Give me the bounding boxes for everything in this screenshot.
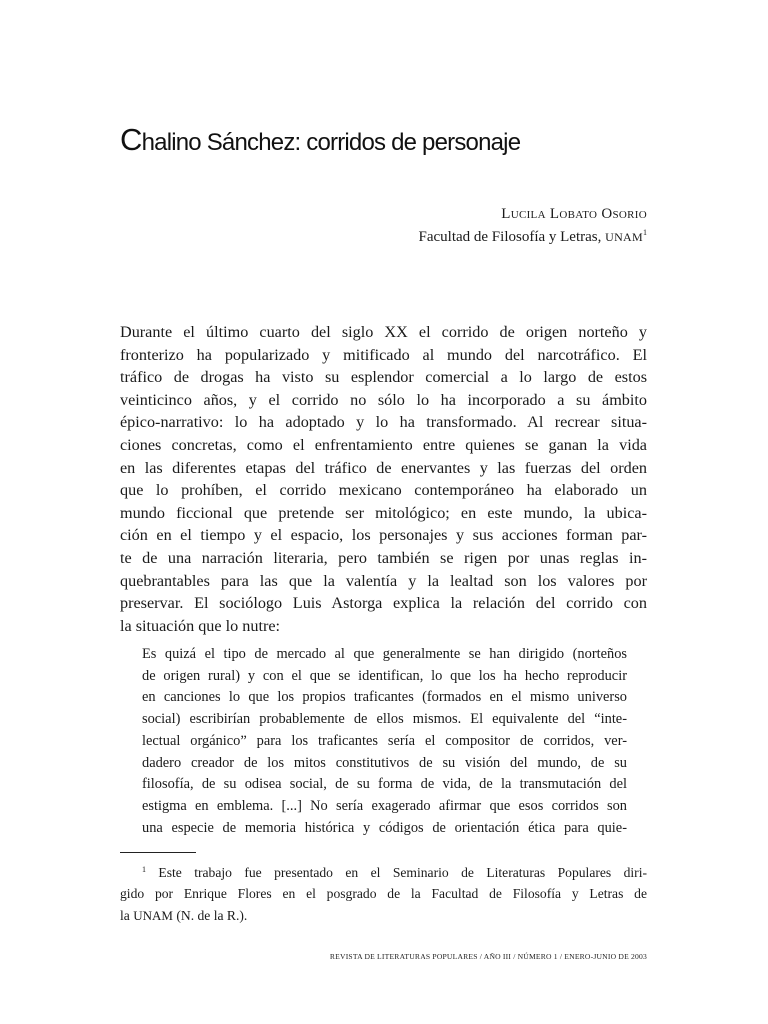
body-line: fronterizo ha popularizado y mitificado al mundo del narcotráfico. El: [120, 345, 647, 364]
quote-line: filosofía, de su odisea social, de su forma de vida, de la transmutación del: [142, 776, 627, 793]
body-line: te de una narración literaria, pero también se rigen por unas reglas in-: [120, 548, 647, 567]
footnote-marker: 1: [142, 865, 146, 874]
footnote-ref[interactable]: 1: [643, 228, 647, 237]
footnote-line: [120, 859, 647, 883]
body-line: en las diferentes etapas del tráfico de enervantes y las fuerzas del orden: [120, 458, 647, 477]
body-line: la situación que lo nutre:: [120, 616, 281, 635]
body-paragraph: [120, 321, 647, 637]
body-line: ciones concretas, como el enfrentamiento entre quienes se ganan la vida: [120, 435, 647, 454]
footnote-text-1: Este trabajo fue presentado en el Seminario de Literaturas Populares diri-: [158, 865, 647, 880]
body-line: ción en el tiempo y el espacio, los personajes y sus acciones forman par-: [120, 526, 647, 545]
quote-line: Es quizá el tipo de mercado al que generalmente se han dirigido (norteños: [142, 646, 627, 662]
affiliation-text: Facultad de Filosofía y Letras,: [418, 229, 606, 245]
footnote-line: gido por Enrique Flores en el posgrado de la Facultad de Filosofía y Letras de: [120, 886, 647, 902]
body-line: quebrantables para las que la valentía y la lealtad son los valores por: [120, 571, 647, 590]
quote-line: de origen rural) y con el que se identifican, lo que los ha hecho reproducir: [142, 667, 627, 684]
title-text: halino Sánchez: corridos de personaje: [141, 129, 521, 156]
quote-line: lectual orgánico” para los traficantes sería el compositor de corridos, ver-: [142, 732, 627, 749]
footnote-abbr: UNAM: [133, 907, 173, 923]
author-affiliation: [419, 228, 648, 246]
body-line: épico-narrativo: lo ha adoptado y lo ha transformado. Al recrear situa-: [120, 413, 647, 432]
quote-line: social) escribirían probablemente de ellos mismos. El equivalente del “inte-: [142, 711, 627, 728]
quote-line: dadero creador de los mitos constitutivos de su visión del mundo, de su: [142, 754, 627, 771]
footnote: [120, 859, 647, 926]
footnote-divider: [120, 852, 196, 853]
body-line: que lo prohíben, el corrido mexicano contemporáneo ha elaborado un: [120, 481, 647, 500]
article-title: [120, 122, 520, 158]
footnote-text-3b: (N. de la R.).: [172, 907, 248, 923]
body-line: tráfico de drogas ha visto su esplendor comercial a lo largo de estos: [120, 368, 647, 387]
quote-line: estigma en emblema. [...] No sería exagerado afirmar que esos corridos son: [142, 797, 627, 814]
author-name: Lucila Lobato Osorio: [501, 206, 647, 222]
quote-line: en canciones lo que los propios traficantes (formados en el mismo universo: [142, 689, 627, 706]
quote-line: una especie de memoria histórica y códigos de orientación ética para quie-: [142, 819, 627, 836]
running-footer: REVISTA DE LITERATURAS POPULARES / AÑO III / NÚMERO 1 / ENERO-JUNIO DE 2003: [329, 952, 647, 961]
body-line: Durante el último cuarto del siglo XX el corrido de origen norteño y: [120, 323, 647, 341]
title-initial: C: [120, 122, 142, 157]
body-line: mundo ficcional que pretende ser mitológico; en este mundo, la ubica-: [120, 503, 647, 522]
body-line: preservar. El sociólogo Luis Astorga explica la relación del corrido con: [120, 594, 647, 613]
footnote-text-3a: la: [120, 907, 134, 923]
body-line: veinticinco años, y el corrido no sólo lo ha incorporado a su ámbito: [120, 390, 647, 409]
footnote-line: [120, 905, 647, 926]
block-quote: [142, 644, 627, 839]
affiliation-abbr: UNAM: [605, 230, 643, 244]
